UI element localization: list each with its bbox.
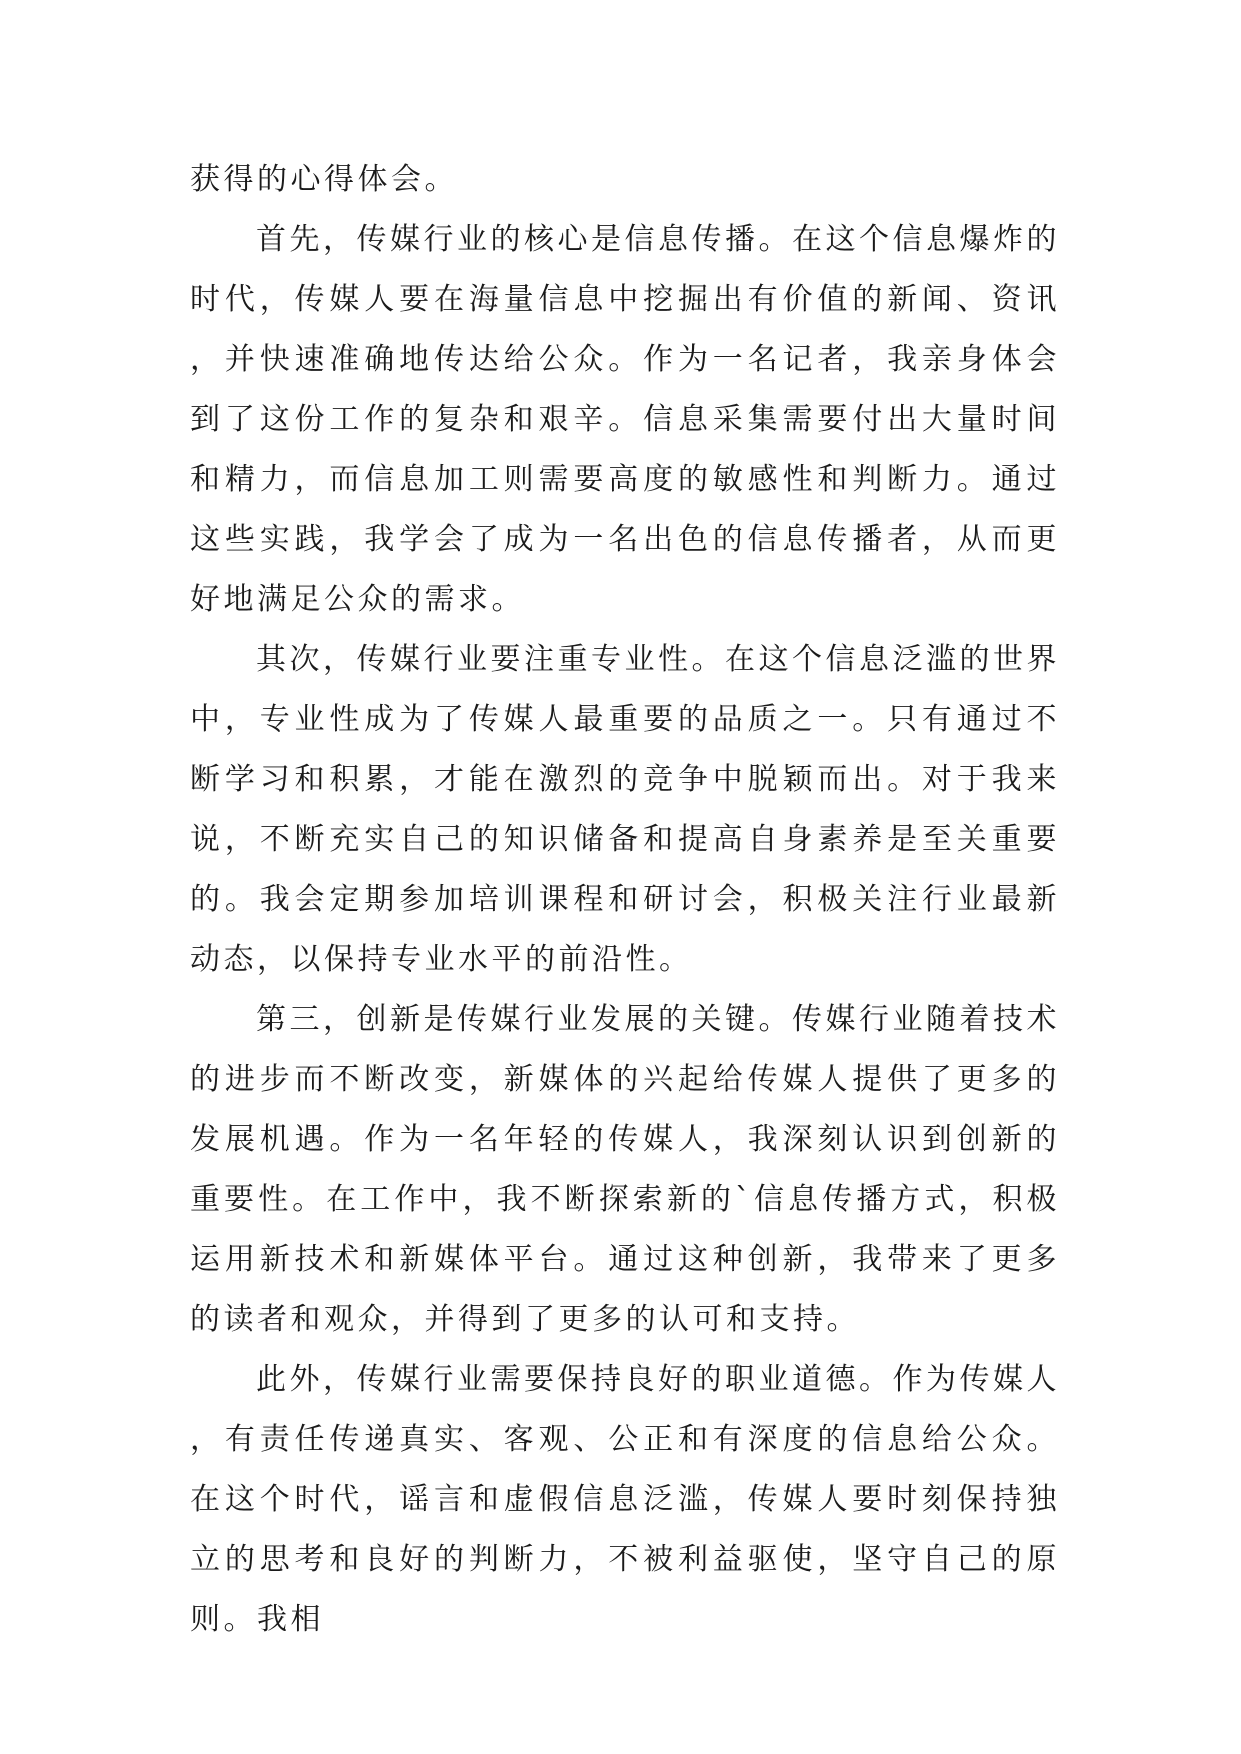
document-body <box>190 150 1060 1650</box>
paragraph-5: 此外，传媒行业需要保持良好的职业道德。作为传媒人，有责任传递真实、客观、公正和有深度的信息给公众。在这个时代，谣言和虚假信息泛滥，传媒人要时刻保持独立的思考和良好的判断力，不被利益驱使，坚守自己的原则。我相 <box>190 1362 1060 1637</box>
paragraph-4: 第三，创新是传媒行业发展的关键。传媒行业随着技术的进步而不断改变，新媒体的兴起给传媒人提供了更多的发展机遇。作为一名年轻的传媒人，我深刻认识到创新的重要性。在工作中，我不断探索新的`信息传播方式，积极运用新技术和新媒体平台。通过这种创新，我带来了更多的读者和观众，并得到了更多的认可和支持。 <box>190 1002 1060 1337</box>
paragraph-2: 首先，传媒行业的核心是信息传播。在这个信息爆炸的时代，传媒人要在海量信息中挖掘出有价值的新闻、资讯，并快速准确地传达给公众。作为一名记者，我亲身体会到了这份工作的复杂和艰辛。信息采集需要付出大量时间和精力，而信息加工则需要高度的敏感性和判断力。通过这些实践，我学会了成为一名出色的信息传播者，从而更好地满足公众的需求。 <box>190 222 1060 617</box>
paragraph-3: 其次，传媒行业要注重专业性。在这个信息泛滥的世界中，专业性成为了传媒人最重要的品质之一。只有通过不断学习和积累，才能在激烈的竞争中脱颖而出。对于我来说，不断充实自己的知识储备和提高自身素养是至关重要的。我会定期参加培训课程和研讨会，积极关注行业最新动态，以保持专业水平的前沿性。 <box>190 642 1060 977</box>
paragraph-1: 获得的心得体会。 <box>190 162 458 197</box>
